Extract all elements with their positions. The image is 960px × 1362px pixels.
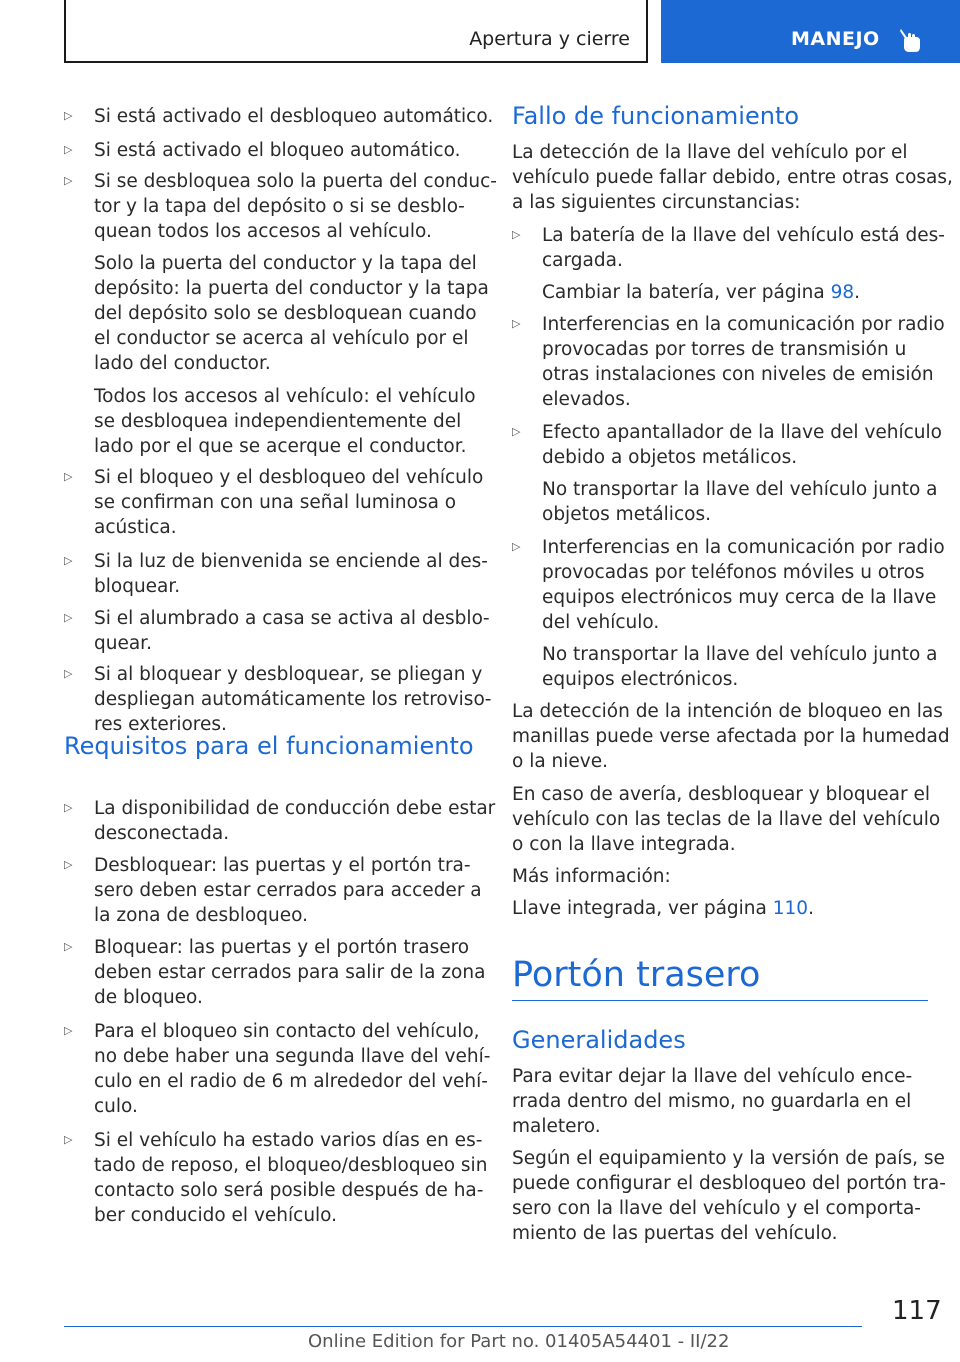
list-item-text: res exteriores. xyxy=(94,714,227,735)
list-item-text: provocadas por torres de transmisión u xyxy=(542,339,907,360)
section-heading: Generalidades xyxy=(512,1026,686,1054)
list-item-text: no debe haber una segunda llave del vehí‐ xyxy=(94,1046,491,1067)
cross-reference-suffix: . xyxy=(808,898,814,919)
list-item-text: Interferencias en la comunicación por radio xyxy=(542,314,945,335)
paragraph: Más información: xyxy=(512,866,671,887)
list-item-text: Si el alumbrado a casa se activa al desblo‐ xyxy=(94,608,490,629)
paragraph-line: manillas puede verse afectada por la humedad xyxy=(512,726,950,747)
paragraph-line: sero con la llave del vehículo y el comporta‐ xyxy=(512,1198,921,1219)
paragraph-line: Según el equipamiento y la versión de país, se xyxy=(512,1148,945,1169)
cross-reference xyxy=(512,896,814,921)
list-item-text: ber conducido el vehículo. xyxy=(94,1205,338,1226)
triangle-bullet-icon: ▷ xyxy=(512,425,521,438)
cross-reference xyxy=(542,280,860,305)
hand-pointer-icon xyxy=(897,26,923,54)
paragraph-line: depósito: la puerta del conductor y la tapa xyxy=(94,278,489,299)
paragraph-line: vehículo con las teclas de la llave del vehículo xyxy=(512,809,941,830)
paragraph-line: maletero. xyxy=(512,1116,601,1137)
paragraph-line: lado del conductor. xyxy=(94,353,271,374)
list-item-text: Si al bloquear y desbloquear, se pliegan y xyxy=(94,664,483,685)
list-item-text: acústica. xyxy=(94,517,177,538)
list-item-text: cargada. xyxy=(542,250,623,271)
list-item-text: quean todos los accesos al vehículo. xyxy=(94,221,432,242)
paragraph-line: En caso de avería, desbloquear y bloquear el xyxy=(512,784,931,805)
paragraph-line: a las siguientes circunstancias: xyxy=(512,192,801,213)
triangle-bullet-icon: ▷ xyxy=(64,801,73,814)
list-item-text: deben estar cerrados para salir de la zona xyxy=(94,962,486,983)
list-item-text: equipos electrónicos muy cerca de la llave xyxy=(542,587,937,608)
page-link-98[interactable]: 98 xyxy=(830,282,855,303)
cross-reference-suffix: . xyxy=(854,282,861,303)
footer-rule xyxy=(64,1326,862,1327)
paragraph-line: se desbloquea independientemente del xyxy=(94,411,462,432)
triangle-bullet-icon: ▷ xyxy=(64,858,73,871)
paragraph-line: rrada dentro del mismo, no guardarla en el xyxy=(512,1091,912,1112)
triangle-bullet-icon: ▷ xyxy=(64,143,73,156)
list-item-text: La batería de la llave del vehículo está des‐ xyxy=(542,225,945,246)
list-item-text: bloquear. xyxy=(94,576,181,597)
paragraph-line: lado por el que se acerque el conductor. xyxy=(94,436,467,457)
paragraph-line: del depósito solo se desbloquean cuando xyxy=(94,303,477,324)
list-item-text: Si la luz de bienvenida se enciende al des‐ xyxy=(94,551,488,572)
triangle-bullet-icon: ▷ xyxy=(64,611,73,624)
header-chapter-tab xyxy=(661,0,960,63)
paragraph-line: Para evitar dejar la llave del vehículo ence‐ xyxy=(512,1066,913,1087)
paragraph-line: No transportar la llave del vehículo junto a xyxy=(542,644,938,665)
header-chapter-title: MANEJO xyxy=(791,28,880,50)
paragraph-line: vehículo puede fallar debido, entre otras cosas, xyxy=(512,167,953,188)
header-section-title: Apertura y cierre xyxy=(469,28,630,50)
list-item-text: Bloquear: las puertas y el portón trasero xyxy=(94,937,470,958)
triangle-bullet-icon: ▷ xyxy=(512,317,521,330)
paragraph-line: La detección de la intención de bloqueo en las xyxy=(512,701,943,722)
paragraph-line: objetos metálicos. xyxy=(542,504,711,525)
list-item-text: Si está activado el desbloqueo automático. xyxy=(94,106,494,127)
cross-reference-text: Llave integrada, ver página xyxy=(512,898,773,919)
list-item-text: Si el bloqueo y el desbloqueo del vehículo xyxy=(94,467,484,488)
triangle-bullet-icon: ▷ xyxy=(64,1024,73,1037)
list-item-text: despliegan automáticamente los retroviso‐ xyxy=(94,689,492,710)
list-item-text: quear. xyxy=(94,633,152,654)
section-heading: Fallo de funcionamiento xyxy=(512,102,800,130)
list-item-text: culo. xyxy=(94,1096,138,1117)
list-item-text: Si está activado el bloqueo automático. xyxy=(94,140,461,161)
paragraph-line: el conductor se acerca al vehículo por el xyxy=(94,328,469,349)
triangle-bullet-icon: ▷ xyxy=(64,1133,73,1146)
list-item-text: otras instalaciones con niveles de emisión xyxy=(542,364,934,385)
footer-edition: Online Edition for Part no. 01405A54401 - II/22 xyxy=(308,1331,730,1352)
list-item-text: de bloqueo. xyxy=(94,987,203,1008)
triangle-bullet-icon: ▷ xyxy=(64,470,73,483)
triangle-bullet-icon: ▷ xyxy=(64,109,73,122)
paragraph-line: No transportar la llave del vehículo junto a xyxy=(542,479,938,500)
list-item-text: contacto solo será posible después de ha‐ xyxy=(94,1180,484,1201)
list-item-text: Efecto apantallador de la llave del vehículo xyxy=(542,422,942,443)
paragraph-line: puede configurar el desbloqueo del portón tra‐ xyxy=(512,1173,946,1194)
list-item-text: Interferencias en la comunicación por radio xyxy=(542,537,945,558)
list-item-text: la zona de desbloqueo. xyxy=(94,905,309,926)
list-item-text: Si se desbloquea solo la puerta del conduc‐ xyxy=(94,171,497,192)
chapter-title: Portón trasero xyxy=(512,955,761,995)
paragraph-line: equipos electrónicos. xyxy=(542,669,739,690)
list-item-text: del vehículo. xyxy=(542,612,660,633)
list-item-text: culo en el radio de 6 m alrededor del vehí‐ xyxy=(94,1071,488,1092)
paragraph-line: miento de las puertas del vehículo. xyxy=(512,1223,838,1244)
paragraph-line: La detección de la llave del vehículo por el xyxy=(512,142,908,163)
triangle-bullet-icon: ▷ xyxy=(512,228,521,241)
list-item-text: debido a objetos metálicos. xyxy=(542,447,798,468)
list-item-text: La disponibilidad de conducción debe estar xyxy=(94,798,496,819)
list-item-text: tado de reposo, el bloqueo/desbloqueo sin xyxy=(94,1155,488,1176)
triangle-bullet-icon: ▷ xyxy=(64,554,73,567)
list-item-text: Si el vehículo ha estado varios días en es‐ xyxy=(94,1130,483,1151)
triangle-bullet-icon: ▷ xyxy=(64,174,73,187)
section-heading: Requisitos para el funcionamiento xyxy=(64,732,474,760)
paragraph-line: Todos los accesos al vehículo: el vehículo xyxy=(94,386,476,407)
list-item-text: tor y la tapa del depósito o si se desblo‐ xyxy=(94,196,465,217)
title-rule xyxy=(512,1000,928,1001)
list-item-text: desconectada. xyxy=(94,823,230,844)
list-item-text: provocadas por teléfonos móviles u otros xyxy=(542,562,925,583)
paragraph-line: o la nieve. xyxy=(512,751,609,772)
list-item-text: Para el bloqueo sin contacto del vehículo, xyxy=(94,1021,480,1042)
page-link-110[interactable]: 110 xyxy=(772,898,809,919)
paragraph-line: o con la llave integrada. xyxy=(512,834,736,855)
list-item-text: Desbloquear: las puertas y el portón tra‐ xyxy=(94,855,471,876)
paragraph-line: Solo la puerta del conductor y la tapa del xyxy=(94,253,477,274)
triangle-bullet-icon: ▷ xyxy=(512,540,521,553)
page-number: 117 xyxy=(892,1296,942,1326)
list-item-text: se confirman con una señal luminosa o xyxy=(94,492,457,513)
header-section-box xyxy=(64,0,648,63)
triangle-bullet-icon: ▷ xyxy=(64,667,73,680)
triangle-bullet-icon: ▷ xyxy=(64,940,73,953)
list-item-text: sero deben estar cerrados para acceder a xyxy=(94,880,482,901)
list-item-text: elevados. xyxy=(542,389,631,410)
cross-reference-text: Cambiar la batería, ver página xyxy=(542,282,831,303)
